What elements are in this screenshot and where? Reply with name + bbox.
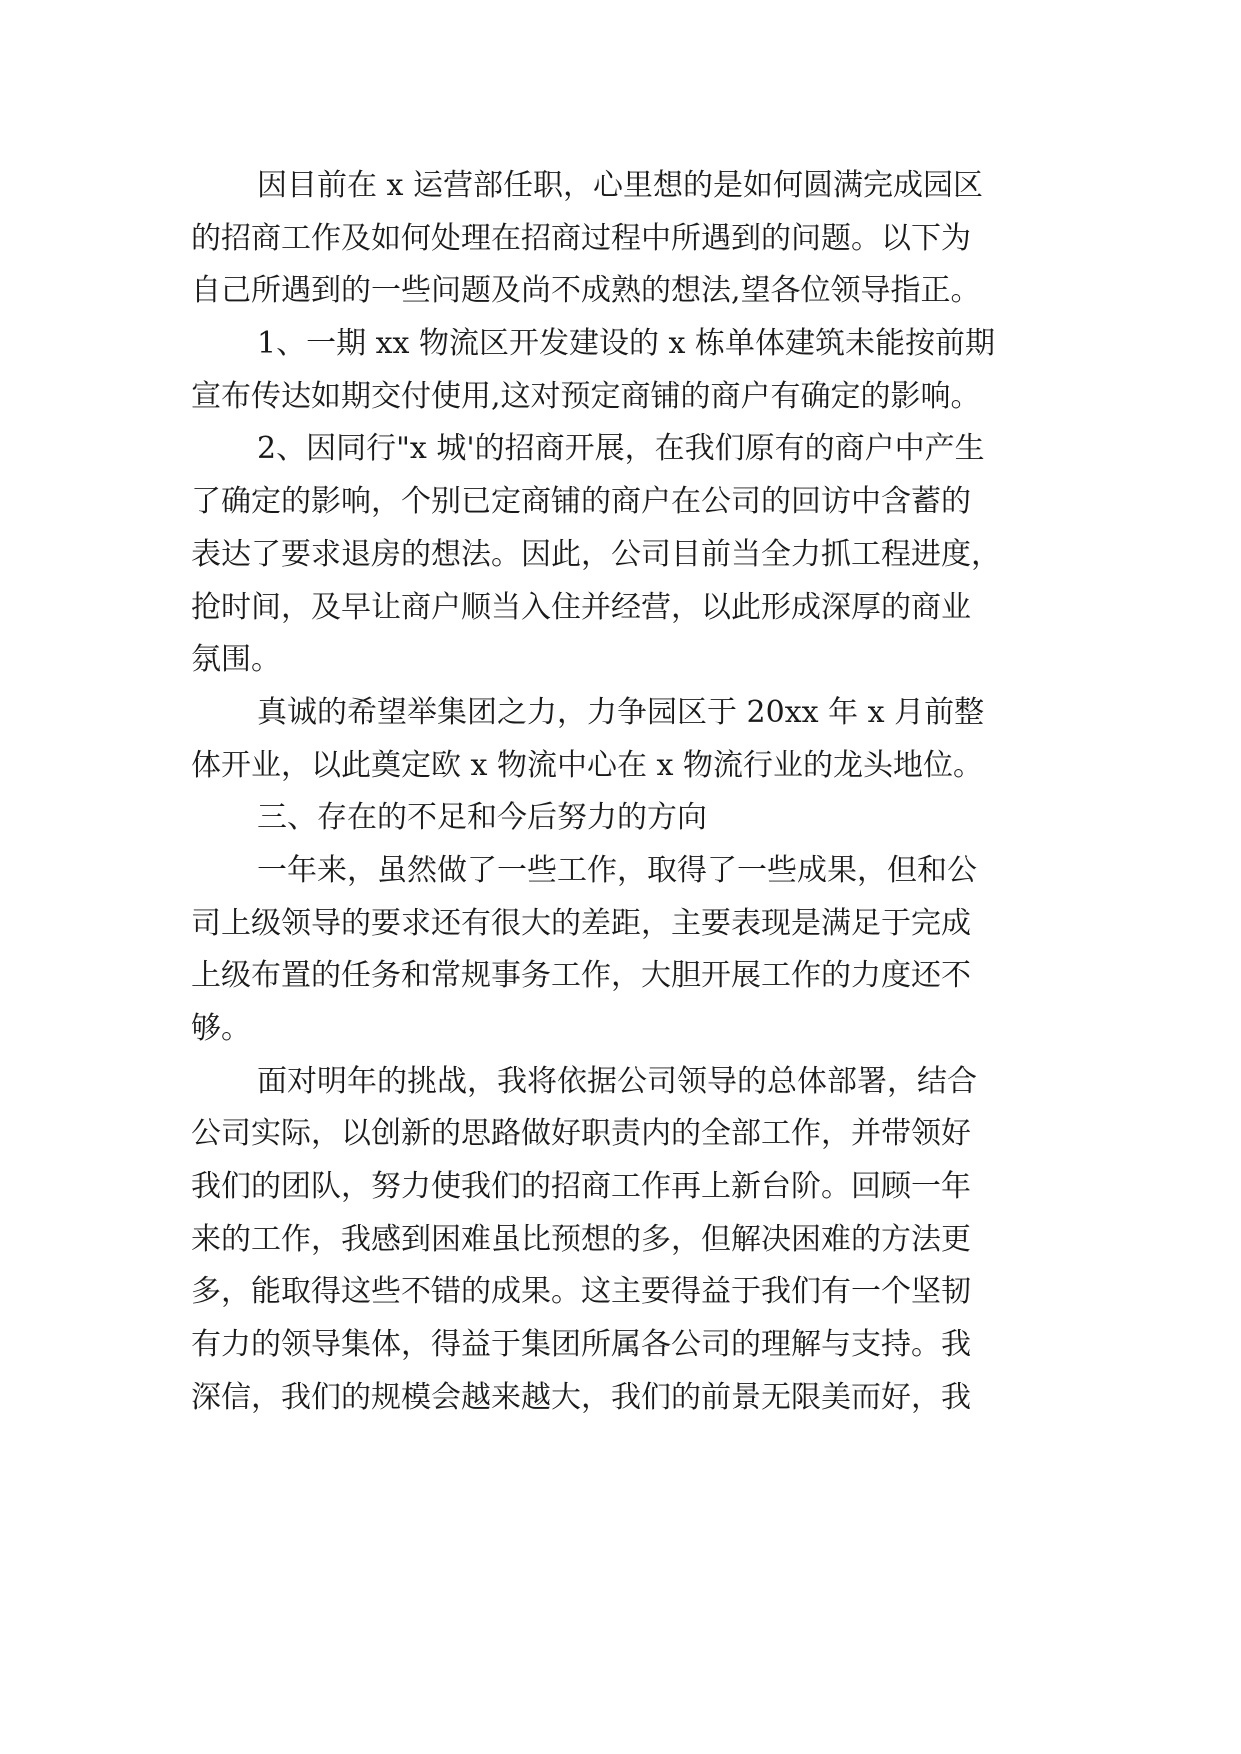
paragraph-line: 氛围。 (191, 642, 281, 678)
section-heading: 三、存在的不足和今后努力的方向 (257, 800, 707, 836)
paragraph-line: 2、因同行"x 城'的招商开展，在我们原有的商户中产生 (257, 431, 985, 467)
paragraph-line: 公司实际，以创新的思路做好职责内的全部工作，并带领好 (191, 1116, 971, 1152)
paragraph-line: 上级布置的任务和常规事务工作，大胆开展工作的力度还不 (191, 958, 971, 994)
paragraph-line: 够。 (191, 1011, 251, 1046)
paragraph-line: 面对明年的挑战，我将依据公司领导的总体部署，结合 (257, 1063, 977, 1099)
paragraph-line: 表达了要求退房的想法。因此，公司目前当全力抓工程进度， (191, 536, 1001, 572)
paragraph-line: 1、一期 xx 物流区开发建设的 x 栋单体建筑未能按前期 (257, 326, 995, 362)
paragraph-line: 多，能取得这些不错的成果。这主要得益于我们有一个坚韧 (191, 1274, 971, 1310)
paragraph-line: 来的工作，我感到困难虽比预想的多，但解决困难的方法更 (191, 1221, 971, 1257)
paragraph-line: 我们的团队，努力使我们的招商工作再上新台阶。回顾一年 (191, 1169, 971, 1205)
paragraph-line: 了确定的影响，个别已定商铺的商户在公司的回访中含蓄的 (191, 484, 971, 520)
paragraph-line: 一年来，虽然做了一些工作，取得了一些成果，但和公 (257, 852, 977, 888)
paragraph-line: 有力的领导集体，得益于集团所属各公司的理解与支持。我 (191, 1327, 971, 1363)
paragraph-line: 抢时间，及早让商户顺当入住并经营，以此形成深厚的商业 (191, 589, 971, 625)
paragraph-line: 真诚的希望举集团之力，力争园区于 20xx 年 x 月前整 (257, 694, 985, 730)
paragraph-line: 体开业，以此奠定欧 x 物流中心在 x 物流行业的龙头地位。 (191, 747, 983, 783)
paragraph-line: 宣布传达如期交付使用,这对预定商铺的商户有确定的影响。 (191, 378, 981, 414)
paragraph-line: 因目前在 x 运营部任职，心里想的是如何圆满完成园区 (257, 168, 983, 203)
paragraph-line: 的招商工作及如何处理在招商过程中所遇到的问题。以下为 (191, 220, 971, 256)
paragraph-line: 司上级领导的要求还有很大的差距，主要表现是满足于完成 (191, 905, 971, 941)
document-body (191, 160, 1071, 1425)
paragraph-line: 深信，我们的规模会越来越大，我们的前景无限美而好，我 (191, 1379, 971, 1415)
paragraph-line: 自己所遇到的一些问题及尚不成熟的想法,望各位领导指正。 (191, 273, 981, 309)
